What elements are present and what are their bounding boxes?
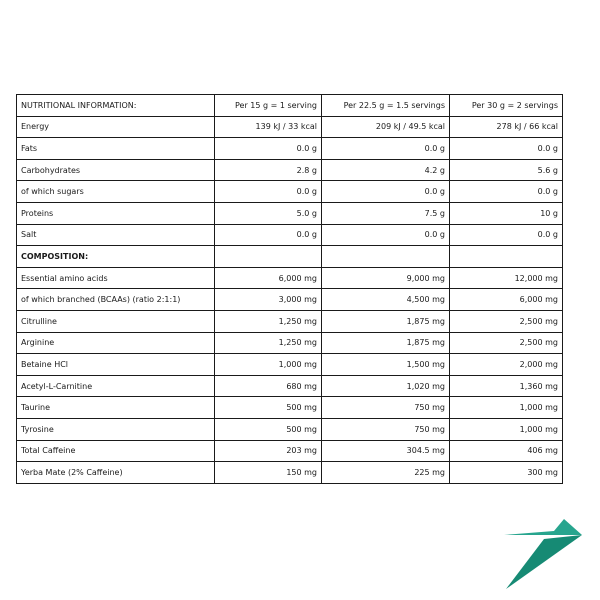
row-label: Energy bbox=[17, 116, 215, 138]
row-value-3: 2,500 mg bbox=[450, 332, 563, 354]
row-value-2: 4,500 mg bbox=[322, 289, 450, 311]
row-value-3: 1,000 mg bbox=[450, 397, 563, 419]
row-value-1: 1,250 mg bbox=[215, 310, 322, 332]
arrow-logo-icon bbox=[504, 519, 582, 589]
composition-empty-cell bbox=[215, 246, 322, 268]
row-value-2: 1,875 mg bbox=[322, 332, 450, 354]
table-row bbox=[17, 116, 563, 138]
table-row bbox=[17, 440, 563, 462]
row-value-2: 225 mg bbox=[322, 462, 450, 484]
table-row bbox=[17, 181, 563, 203]
header-col-1: Per 15 g = 1 serving bbox=[215, 95, 322, 117]
table-body bbox=[17, 95, 563, 484]
row-value-1: 500 mg bbox=[215, 418, 322, 440]
table-row bbox=[17, 375, 563, 397]
row-value-2: 750 mg bbox=[322, 418, 450, 440]
table-row bbox=[17, 138, 563, 160]
row-label: Salt bbox=[17, 224, 215, 246]
table-row bbox=[17, 202, 563, 224]
header-col-3: Per 30 g = 2 servings bbox=[450, 95, 563, 117]
row-value-2: 209 kJ / 49.5 kcal bbox=[322, 116, 450, 138]
row-value-1: 500 mg bbox=[215, 397, 322, 419]
row-value-3: 2,500 mg bbox=[450, 310, 563, 332]
table-header-row bbox=[17, 95, 563, 117]
row-value-1: 5.0 g bbox=[215, 202, 322, 224]
row-value-2: 304.5 mg bbox=[322, 440, 450, 462]
table-row bbox=[17, 418, 563, 440]
row-label: Yerba Mate (2% Caffeine) bbox=[17, 462, 215, 484]
row-value-1: 0.0 g bbox=[215, 181, 322, 203]
composition-label: COMPOSITION: bbox=[17, 246, 215, 268]
table-row bbox=[17, 332, 563, 354]
row-label: Acetyl-L-Carnitine bbox=[17, 375, 215, 397]
logo-lower-shape bbox=[506, 535, 582, 589]
row-value-2: 4.2 g bbox=[322, 159, 450, 181]
row-value-2: 750 mg bbox=[322, 397, 450, 419]
row-value-1: 6,000 mg bbox=[215, 267, 322, 289]
row-value-1: 1,250 mg bbox=[215, 332, 322, 354]
row-label: of which branched (BCAAs) (ratio 2:1:1) bbox=[17, 289, 215, 311]
nutrition-table bbox=[16, 94, 563, 484]
header-col-2: Per 22.5 g = 1.5 servings bbox=[322, 95, 450, 117]
row-value-3: 1,360 mg bbox=[450, 375, 563, 397]
row-value-3: 0.0 g bbox=[450, 181, 563, 203]
row-value-1: 0.0 g bbox=[215, 224, 322, 246]
row-label: Taurine bbox=[17, 397, 215, 419]
row-value-1: 0.0 g bbox=[215, 138, 322, 160]
table-row bbox=[17, 267, 563, 289]
table-row bbox=[17, 462, 563, 484]
row-label: Tyrosine bbox=[17, 418, 215, 440]
row-value-2: 0.0 g bbox=[322, 181, 450, 203]
row-value-2: 1,875 mg bbox=[322, 310, 450, 332]
logo-upper-shape bbox=[504, 519, 582, 535]
row-label: Carbohydrates bbox=[17, 159, 215, 181]
row-value-1: 203 mg bbox=[215, 440, 322, 462]
row-value-2: 1,020 mg bbox=[322, 375, 450, 397]
row-value-1: 139 kJ / 33 kcal bbox=[215, 116, 322, 138]
row-value-1: 150 mg bbox=[215, 462, 322, 484]
composition-empty-cell bbox=[322, 246, 450, 268]
row-label: Essential amino acids bbox=[17, 267, 215, 289]
row-value-3: 6,000 mg bbox=[450, 289, 563, 311]
row-value-2: 1,500 mg bbox=[322, 354, 450, 376]
row-value-1: 680 mg bbox=[215, 375, 322, 397]
row-value-3: 2,000 mg bbox=[450, 354, 563, 376]
row-value-1: 1,000 mg bbox=[215, 354, 322, 376]
composition-empty-cell bbox=[450, 246, 563, 268]
table-row bbox=[17, 354, 563, 376]
row-value-2: 0.0 g bbox=[322, 224, 450, 246]
row-label: Fats bbox=[17, 138, 215, 160]
row-label: Citrulline bbox=[17, 310, 215, 332]
row-value-1: 3,000 mg bbox=[215, 289, 322, 311]
table-row bbox=[17, 397, 563, 419]
row-value-3: 0.0 g bbox=[450, 224, 563, 246]
row-label: Total Caffeine bbox=[17, 440, 215, 462]
row-label: of which sugars bbox=[17, 181, 215, 203]
row-label: Proteins bbox=[17, 202, 215, 224]
row-label: Arginine bbox=[17, 332, 215, 354]
row-value-3: 12,000 mg bbox=[450, 267, 563, 289]
row-value-2: 0.0 g bbox=[322, 138, 450, 160]
row-value-3: 406 mg bbox=[450, 440, 563, 462]
row-value-3: 10 g bbox=[450, 202, 563, 224]
table-row bbox=[17, 310, 563, 332]
row-value-3: 1,000 mg bbox=[450, 418, 563, 440]
row-value-3: 278 kJ / 66 kcal bbox=[450, 116, 563, 138]
row-value-3: 0.0 g bbox=[450, 138, 563, 160]
table-row bbox=[17, 224, 563, 246]
table-row bbox=[17, 289, 563, 311]
table-row bbox=[17, 159, 563, 181]
composition-section-row bbox=[17, 246, 563, 268]
row-label: Betaine HCl bbox=[17, 354, 215, 376]
row-value-3: 300 mg bbox=[450, 462, 563, 484]
row-value-2: 9,000 mg bbox=[322, 267, 450, 289]
row-value-1: 2.8 g bbox=[215, 159, 322, 181]
header-label: NUTRITIONAL INFORMATION: bbox=[17, 95, 215, 117]
row-value-3: 5.6 g bbox=[450, 159, 563, 181]
row-value-2: 7.5 g bbox=[322, 202, 450, 224]
